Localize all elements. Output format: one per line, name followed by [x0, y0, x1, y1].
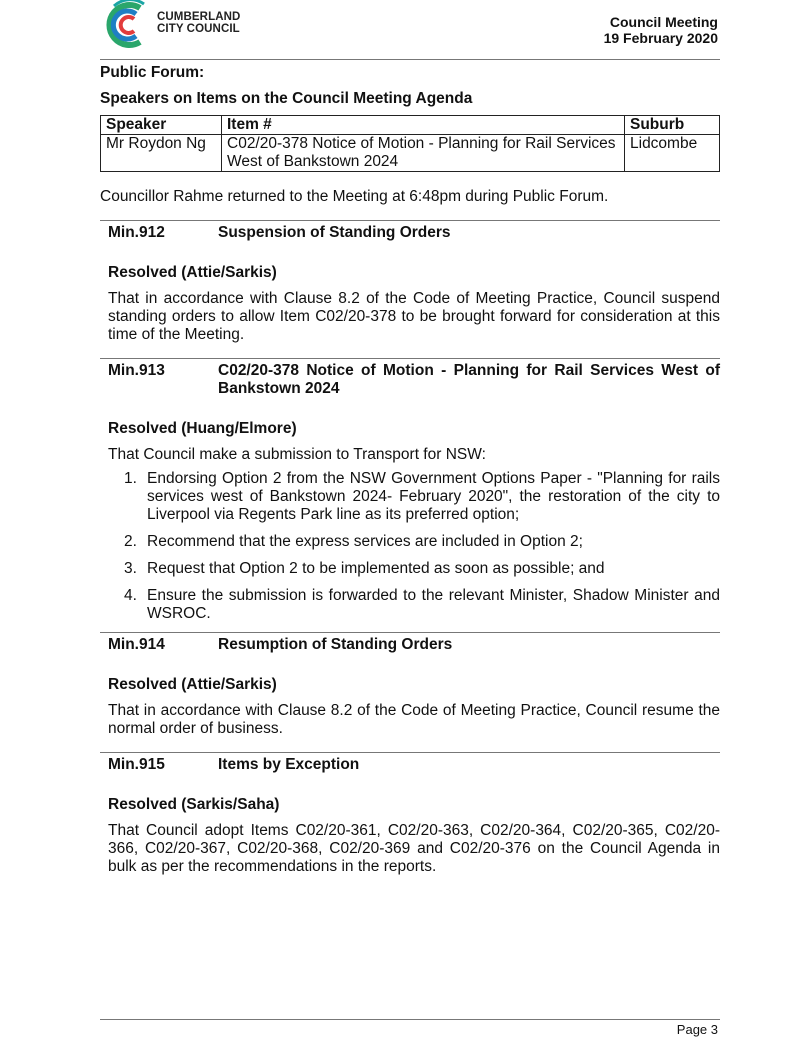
council-logo-icon: [100, 0, 160, 50]
minute-divider: [100, 358, 720, 359]
cell-item: C02/20-378 Notice of Motion - Planning for Rail Services West of Bankstown 2024: [222, 135, 625, 172]
minute-title: Resumption of Standing Orders: [218, 636, 453, 653]
resolved-line: Resolved (Sarkis/Saha): [108, 796, 280, 813]
forum-note: Councillor Rahme returned to the Meeting at 6:48pm during Public Forum.: [100, 188, 609, 205]
list-number: 4.: [124, 587, 137, 604]
resolution-text: That in accordance with Clause 8.2 of the Code of Meeting Practice, Council resume the normal order of business.: [108, 702, 720, 737]
minute-number: Min.915: [108, 756, 165, 773]
logo-line-2: CITY COUNCIL: [157, 23, 240, 35]
resolution-text: That in accordance with Clause 8.2 of the Code of Meeting Practice, Council suspend standing orders to allow Item C02/20-378 to be brought forward for consideration at this time of the Meeting.: [108, 290, 720, 343]
minute-title: Items by Exception: [218, 756, 360, 773]
logo-line-1: CUMBERLAND: [157, 11, 241, 23]
list-number: 2.: [124, 533, 137, 550]
header-divider: [100, 59, 720, 60]
list-item: [108, 533, 720, 551]
header-speaker: Speaker: [101, 116, 222, 135]
footer-divider: [100, 1019, 720, 1020]
minute-912: [100, 220, 720, 344]
resolved-line: Resolved (Huang/Elmore): [108, 420, 297, 437]
header-item: Item #: [222, 116, 625, 135]
list-text: Endorsing Option 2 from the NSW Government Options Paper - "Planning for rails services west of Bankstown 2024- February 2020", the restoration of the city to Liverpool via Regents Park line as its preferred option;: [147, 470, 720, 523]
meeting-info: [604, 14, 718, 46]
minute-title: Suspension of Standing Orders: [218, 224, 451, 241]
cell-speaker: Mr Roydon Ng: [101, 135, 222, 172]
list-text: Recommend that the express services are included in Option 2;: [147, 533, 583, 550]
minute-heading: [100, 224, 720, 242]
minute-heading: [100, 756, 720, 774]
minute-914: [100, 632, 720, 738]
list-text: Ensure the submission is forwarded to the relevant Minister, Shadow Minister and WSROC.: [147, 587, 720, 622]
table-header-row: [101, 116, 720, 135]
minute-number: Min.914: [108, 636, 165, 653]
public-forum-title: Public Forum:: [100, 64, 205, 81]
table-row: [101, 135, 720, 172]
resolution-text: That Council adopt Items C02/20-361, C02/20-363, C02/20-364, C02/20-365, C02/20-366, C02/20-367, C02/20-368, C02/20-369 and C02/20-376 on the Council Agenda in bulk as per the recommendations in the reports.: [108, 822, 720, 875]
document-body: [100, 64, 720, 876]
list-number: 1.: [124, 470, 137, 487]
resolved-line: Resolved (Attie/Sarkis): [108, 676, 277, 693]
speakers-title: Speakers on Items on the Council Meeting Agenda: [100, 90, 473, 107]
logo-text: [157, 11, 240, 35]
resolution-list: [100, 470, 720, 623]
minute-heading: [100, 362, 720, 398]
list-text: Request that Option 2 to be implemented as soon as possible; and: [147, 560, 605, 577]
cell-suburb: Lidcombe: [625, 135, 720, 172]
list-number: 3.: [124, 560, 137, 577]
list-item: [108, 560, 720, 578]
resolved-line: Resolved (Attie/Sarkis): [108, 264, 277, 281]
list-item: [108, 470, 720, 524]
page-number: Page 3: [676, 1022, 718, 1037]
meeting-date: 19 February 2020: [603, 30, 718, 46]
resolution-text: That Council make a submission to Transport for NSW:: [108, 446, 486, 463]
minute-divider: [100, 752, 720, 753]
speakers-table: [100, 115, 720, 172]
meeting-title: Council Meeting: [609, 14, 718, 30]
minute-number: Min.912: [108, 224, 165, 241]
minute-divider: [100, 632, 720, 633]
list-item: [108, 587, 720, 623]
minute-title: C02/20-378 Notice of Motion - Planning for Rail Services West of Bankstown 2024: [218, 362, 720, 397]
header-suburb: Suburb: [625, 116, 720, 135]
page-header: [0, 0, 796, 62]
minute-divider: [100, 220, 720, 221]
minute-913: [100, 358, 720, 623]
minute-number: Min.913: [108, 362, 165, 379]
minute-heading: [100, 636, 720, 654]
minute-915: [100, 752, 720, 876]
